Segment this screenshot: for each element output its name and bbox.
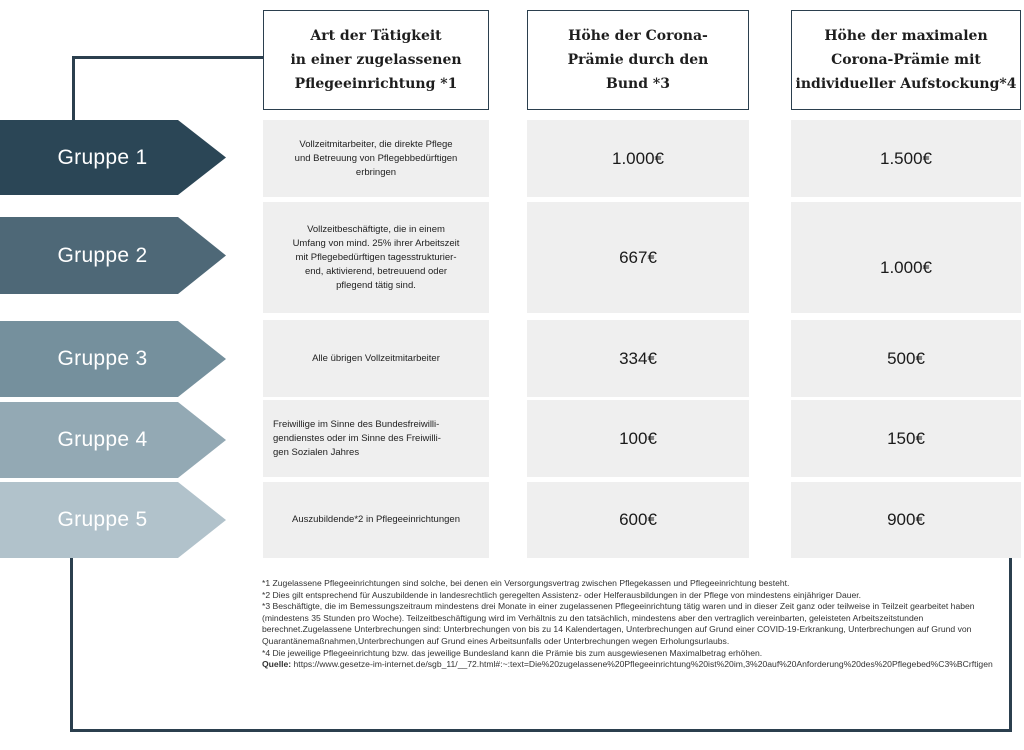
group-4-max-amount: 150€	[791, 400, 1021, 477]
group-1-description: Vollzeitmitarbeiter, die direkte Pflege und Betreuung von Pflegebbedürftigen erbringen	[263, 120, 489, 197]
group-3-arrow	[0, 321, 228, 397]
group-1-label: Gruppe 1	[57, 145, 148, 169]
group-2-max-amount: 1.000€	[791, 202, 1021, 313]
group-2-description: Vollzeitbeschäftigte, die in einem Umfang von mind. 25% ihrer Arbeitszeit mit Pflegebedürftigen tagesstrukturier- end, aktivierend, betreuuend oder pflegend tätig sind.	[263, 202, 489, 313]
frame-line-left-lower	[70, 558, 73, 732]
group-4-description: Freiwillige im Sinne des Bundesfreiwilli- gendienstes oder im Sinne des Freiwilli- gen Sozialen Jahres	[263, 400, 489, 477]
group-2-label: Gruppe 2	[57, 243, 148, 267]
group-1-max-amount: 1.500€	[791, 120, 1021, 197]
header-activity-type: Art der Tätigkeit in einer zugelassenen Pflegeeinrichtung *1	[263, 10, 489, 110]
footnote-3: *3 Beschäftigte, die im Bemessungszeitraum mindestens drei Monate in einer zugelassenen Pflegeeinrichtung tätig waren und in dieser Zeit ganz oder teilweise in Teilzeit gearbeitet haben (mindestens 35 Stunden pro Woche). Teilzeitbeschäftigung wird im Verhältnis zu den tatsächlich, mindestens aber den vertraglich vereinbarten, geleisteten Arbeitszeitstunden berechnet.Zugelassene Unterbrechungen sind: Unterbrechungen von bis zu 14 Kalendertagen, Unterbrechungen auf Grund einer COVID-19-Erkrankung, Unterbrechungen auf Grund von Quarantänemaßnahmen,Unterbrechungen auf Grund eines Arbeitsunfalls oder Unterbrechungen wegen Erholungsurlaubs.	[262, 601, 975, 646]
group-2-federal-amount: 667€	[527, 202, 749, 313]
group-3-max-amount: 500€	[791, 320, 1021, 397]
group-3-description: Alle übrigen Vollzeitmitarbeiter	[263, 320, 489, 397]
footnote-2: *2 Dies gilt entsprechend für Auszubildende in landesrechtlich geregelten Assistenz- oder Helferausbildungen in der Pflege von mindestens einjähriger Dauer.	[262, 589, 862, 600]
group-4-federal-amount: 100€	[527, 400, 749, 477]
group-1-federal-amount: 1.000€	[527, 120, 749, 197]
source-label: Quelle:	[262, 659, 292, 670]
group-5-arrow	[0, 482, 228, 558]
footnote-4: *4 Die jeweilige Pflegeeinrichtung bzw. das jeweilige Bundesland kann die Prämie bis zum ausgewiesenen Maximalbetrag erhöhen.	[262, 647, 763, 658]
group-4-label: Gruppe 4	[57, 428, 148, 451]
footnotes	[262, 578, 1012, 671]
group-3-label: Gruppe 3	[57, 347, 148, 370]
frame-line-bottom	[70, 729, 1012, 732]
header-max-bonus: Höhe der maximalen Corona-Prämie mit individueller Aufstockung*4	[791, 10, 1021, 110]
group-4-arrow	[0, 402, 228, 478]
footnote-1: *1 Zugelassene Pflegeeinrichtungen sind solche, bei denen ein Versorgungsvertrag zwischen Pflegekassen und Pflegeeinrichtung besteht.	[262, 578, 790, 588]
source	[262, 659, 1012, 671]
frame-line-top	[72, 56, 264, 59]
group-1-arrow	[0, 120, 228, 195]
group-5-federal-amount: 600€	[527, 482, 749, 558]
group-5-description: Auszubildende*2 in Pflegeeinrichtungen	[263, 482, 489, 558]
group-5-max-amount: 900€	[791, 482, 1021, 558]
group-5-label: Gruppe 5	[57, 508, 148, 531]
group-3-federal-amount: 334€	[527, 320, 749, 397]
group-2-arrow	[0, 217, 228, 294]
frame-line-left-upper	[72, 56, 75, 120]
header-federal-bonus: Höhe der Corona- Prämie durch den Bund *3	[527, 10, 749, 110]
source-link[interactable]: https://www.gesetze-im-internet.de/sgb_11/__72.html#:~:text=Die%20zugelassene%20Pflegeeinrichtung%20ist%20im,3%20auf%20Anforderung%20des%20Pflegebed%C3%BCrftigen	[293, 659, 993, 670]
